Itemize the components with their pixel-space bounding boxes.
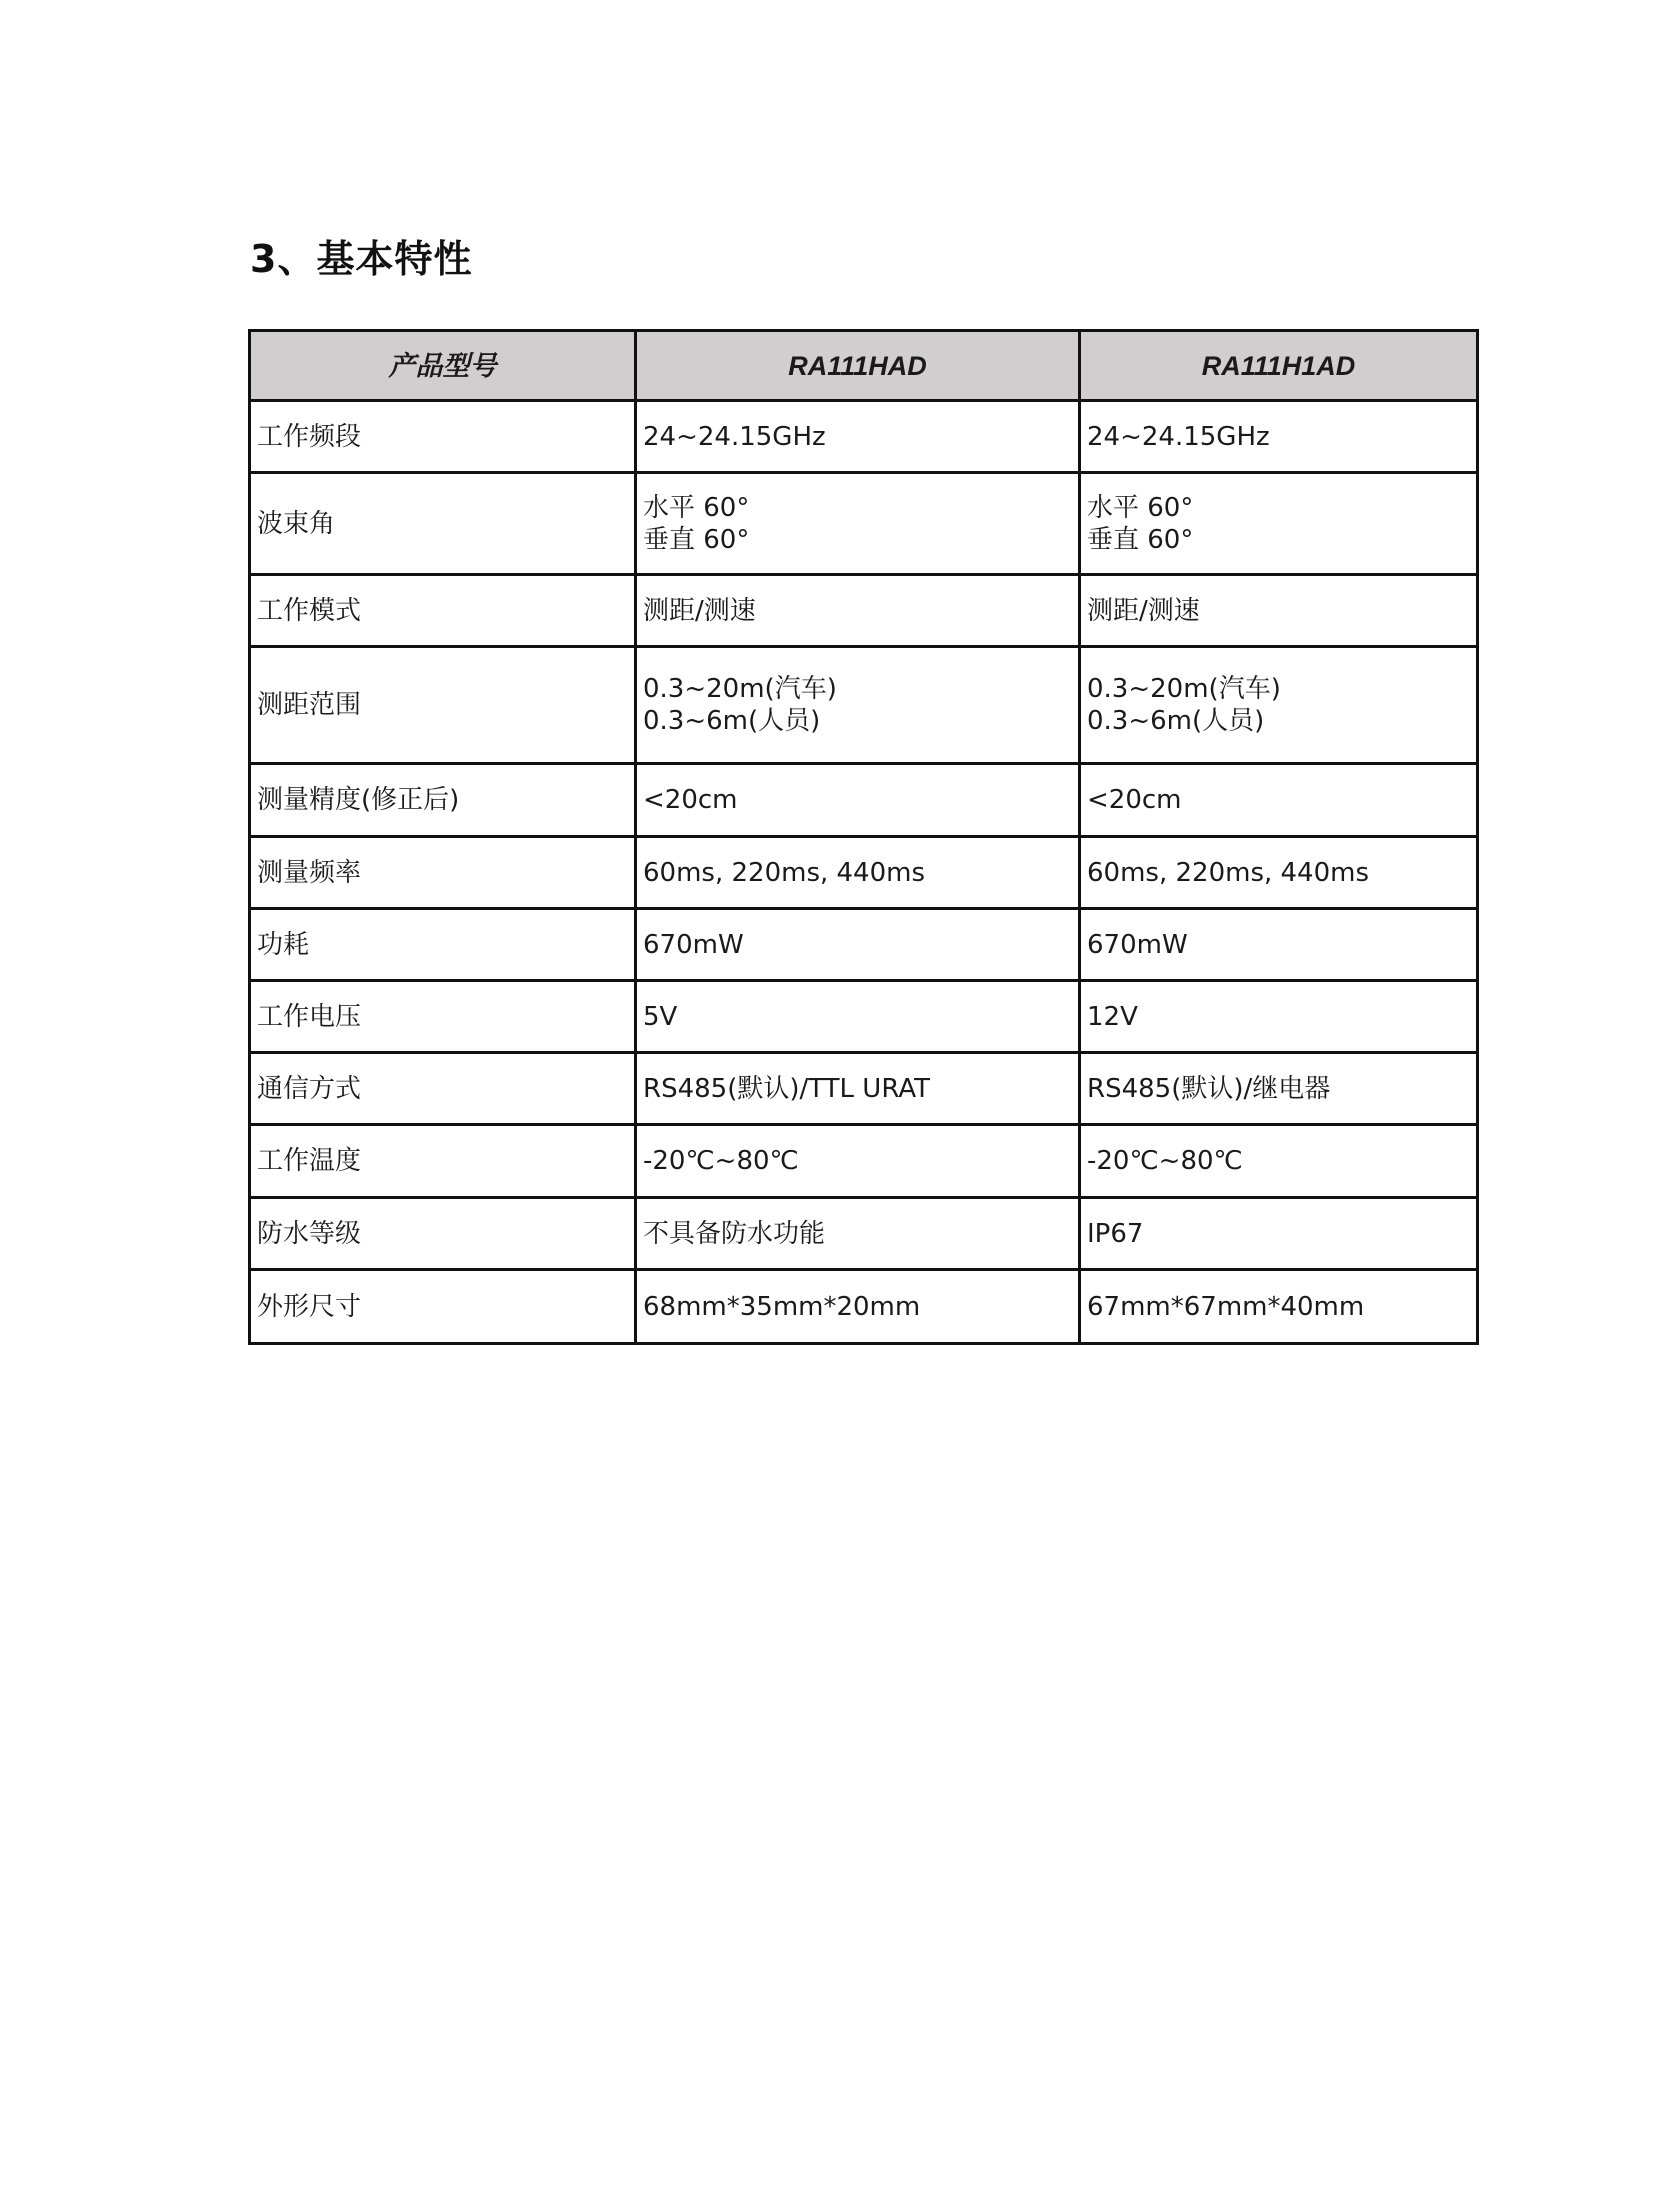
- table-row: [250, 764, 1478, 837]
- cell-line: 68mm*35mm*20mm: [643, 1291, 921, 1322]
- cell-line: 670mW: [1087, 929, 1188, 960]
- cell-ra111had: [636, 575, 1080, 647]
- row-label: 工作电压: [250, 981, 636, 1053]
- cell-ra111h1ad: [1080, 575, 1478, 647]
- cell-ra111h1ad: [1080, 981, 1478, 1053]
- cell-line: 0.3~20m(汽车): [1087, 674, 1281, 704]
- table-row: [250, 909, 1478, 981]
- cell-ra111h1ad: [1080, 909, 1478, 981]
- cell-line: <20cm: [643, 785, 738, 815]
- cell-line: 24~24.15GHz: [1087, 421, 1270, 452]
- table-row: [250, 1270, 1478, 1344]
- row-label: 工作模式: [250, 575, 636, 647]
- cell-ra111h1ad: [1080, 1125, 1478, 1198]
- cell-line: 测距/测速: [1087, 595, 1200, 626]
- cell-ra111had: [636, 1198, 1080, 1270]
- cell-ra111had: [636, 401, 1080, 473]
- cell-ra111h1ad: [1080, 764, 1478, 837]
- table-row: [250, 647, 1478, 764]
- cell-line: RS485(默认)/TTL URAT: [643, 1073, 930, 1104]
- cell-line: 0.3~6m(人员): [1087, 706, 1265, 736]
- cell-line: 0.3~6m(人员): [643, 706, 821, 736]
- table-row: [250, 837, 1478, 909]
- table-row: [250, 1125, 1478, 1198]
- cell-line: <20cm: [1087, 785, 1182, 815]
- cell-line: 12V: [1087, 1001, 1138, 1032]
- cell-line: RS485(默认)/继电器: [1087, 1073, 1331, 1104]
- row-label: 测量频率: [250, 837, 636, 909]
- cell-ra111h1ad: [1080, 401, 1478, 473]
- cell-ra111h1ad: [1080, 1270, 1478, 1344]
- cell-line: 24~24.15GHz: [643, 421, 826, 452]
- cell-line: 水平 60°: [643, 492, 750, 523]
- cell-line: 5V: [643, 1001, 678, 1032]
- cell-line: -20℃~80℃: [1087, 1146, 1243, 1176]
- table-row: [250, 1053, 1478, 1125]
- table-row: [250, 575, 1478, 647]
- table-row: [250, 401, 1478, 473]
- row-label: 功耗: [250, 909, 636, 981]
- cell-ra111had: [636, 764, 1080, 837]
- row-label: 工作频段: [250, 401, 636, 473]
- cell-line: IP67: [1087, 1218, 1144, 1249]
- cell-ra111had: [636, 909, 1080, 981]
- cell-line: 60ms, 220ms, 440ms: [643, 857, 926, 888]
- row-label: 通信方式: [250, 1053, 636, 1125]
- cell-ra111h1ad: [1080, 837, 1478, 909]
- cell-ra111h1ad: [1080, 1198, 1478, 1270]
- cell-line: 垂直 60°: [1087, 524, 1194, 555]
- cell-line: 60ms, 220ms, 440ms: [1087, 857, 1370, 888]
- cell-line: 不具备防水功能: [643, 1218, 826, 1249]
- cell-ra111had: [636, 473, 1080, 575]
- table-row: [250, 981, 1478, 1053]
- cell-line: 670mW: [643, 929, 744, 960]
- section-title: 3、基本特性: [250, 237, 473, 281]
- cell-line: 67mm*67mm*40mm: [1087, 1291, 1365, 1322]
- cell-ra111had: [636, 647, 1080, 764]
- cell-ra111h1ad: [1080, 647, 1478, 764]
- cell-ra111had: [636, 837, 1080, 909]
- cell-line: 垂直 60°: [643, 524, 750, 555]
- header-ra111had: RA111HAD: [636, 331, 1080, 401]
- cell-ra111had: [636, 981, 1080, 1053]
- row-label: 波束角: [250, 473, 636, 575]
- cell-ra111h1ad: [1080, 1053, 1478, 1125]
- row-label: 外形尺寸: [250, 1270, 636, 1344]
- table-header-row: [250, 331, 1478, 401]
- cell-ra111h1ad: [1080, 473, 1478, 575]
- spec-table: [248, 329, 1479, 1345]
- cell-line: 0.3~20m(汽车): [643, 674, 837, 704]
- row-label: 防水等级: [250, 1198, 636, 1270]
- header-ra111h1ad: RA111H1AD: [1080, 331, 1478, 401]
- cell-ra111had: [636, 1270, 1080, 1344]
- row-label: 测距范围: [250, 647, 636, 764]
- cell-ra111had: [636, 1125, 1080, 1198]
- cell-ra111had: [636, 1053, 1080, 1125]
- cell-line: 测距/测速: [643, 595, 756, 626]
- header-model: 产品型号: [250, 331, 636, 401]
- row-label: 测量精度(修正后): [250, 764, 636, 837]
- row-label: 工作温度: [250, 1125, 636, 1198]
- cell-line: 水平 60°: [1087, 492, 1194, 523]
- table-row: [250, 1198, 1478, 1270]
- cell-line: -20℃~80℃: [643, 1146, 799, 1176]
- table-row: [250, 473, 1478, 575]
